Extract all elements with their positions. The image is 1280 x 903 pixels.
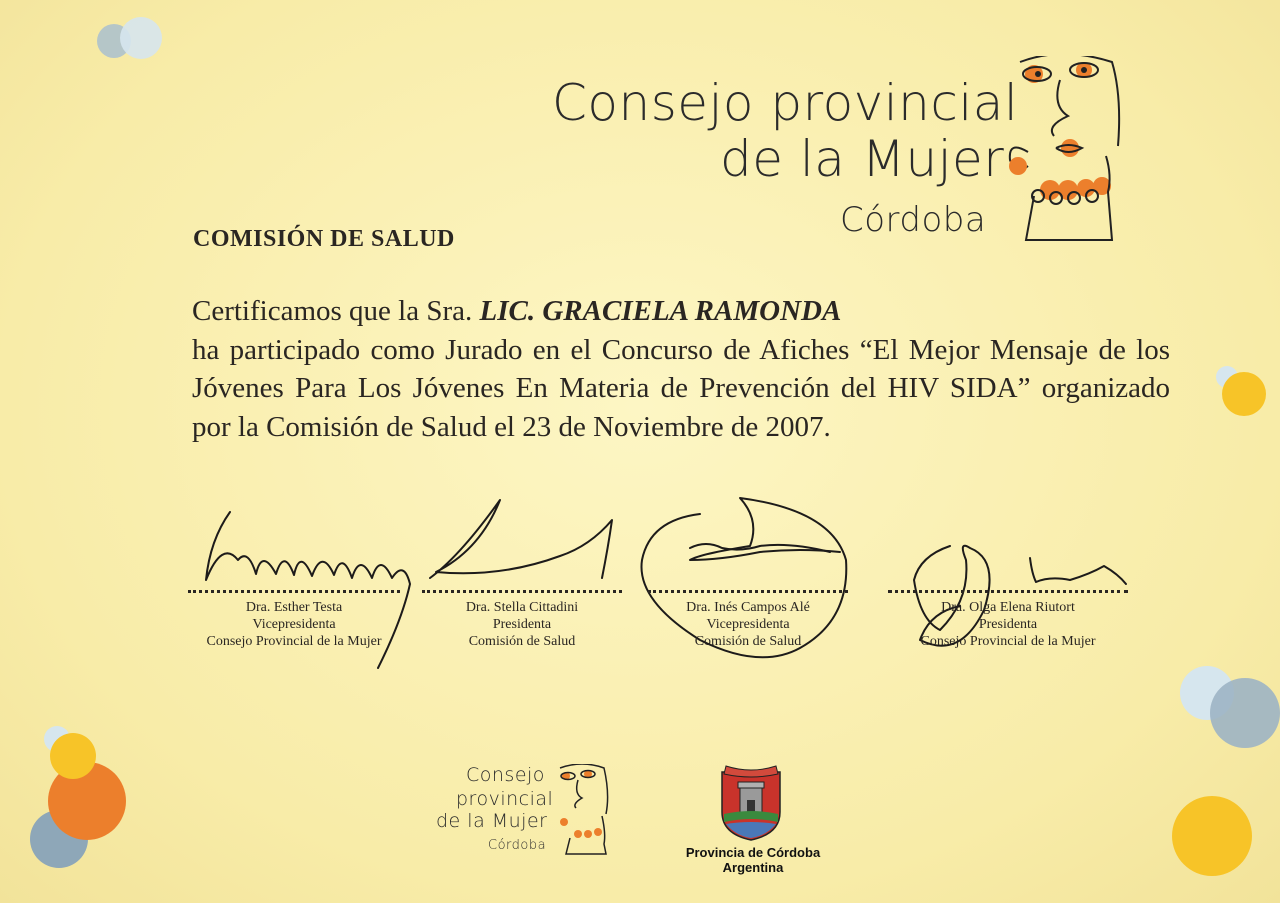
recipient-name: LIC. GRACIELA RAMONDA <box>479 295 842 327</box>
intro-text: Certificamos que la Sra. <box>192 295 473 327</box>
logo-small-line-3: de la Mujer <box>436 810 548 832</box>
logo-line-3: Córdoba <box>840 200 987 240</box>
signer-org: Consejo Provincial de la Mujer <box>206 634 382 649</box>
logo-small-line-2: provincial <box>456 788 554 810</box>
signature-line <box>188 590 400 593</box>
signature-line <box>888 590 1128 593</box>
signer-block <box>422 590 622 650</box>
coat-of-arms-icon <box>716 764 786 842</box>
logo-line-2: de la Mujer <box>720 130 1005 188</box>
signature-line <box>422 590 622 593</box>
signer-block <box>188 590 400 650</box>
signer-name: Dra. Olga Elena Riutort <box>941 600 1075 615</box>
signer-org: Comisión de Salud <box>694 634 802 649</box>
signer-block <box>888 590 1128 650</box>
logo-line-1: Consejo provincial <box>552 74 1019 132</box>
signer-name: Dra. Esther Testa <box>245 600 343 615</box>
body-paragraph: ha participado como Jurado en el Concurso de Afiches “El Mejor Mensaje de los Jóvenes Para Los Jóvenes En Materia de Prevención del HIV SIDA” organizado por la Comisión de Salud el 23 de Noviembre de 2007. <box>192 333 1170 443</box>
woman-face-icon <box>552 764 612 856</box>
province-caption <box>680 845 826 875</box>
signer-role: Presidenta <box>492 617 552 632</box>
signer-org: Consejo Provincial de la Mujer <box>920 634 1096 649</box>
signer-name: Dra. Inés Campos Alé <box>686 600 810 615</box>
committee-heading: COMISIÓN DE SALUD <box>193 226 455 252</box>
signer-role: Presidenta <box>978 617 1038 632</box>
council-logo-small <box>436 764 616 864</box>
signer-block <box>648 590 848 650</box>
signer-role: Vicepresidenta <box>706 617 790 632</box>
logo-small-line-1: Consejo <box>466 764 545 786</box>
signer-role: Vicepresidenta <box>252 617 336 632</box>
logo-small-line-4: Córdoba <box>488 838 547 853</box>
signer-org: Comisión de Salud <box>468 634 576 649</box>
province-line-2: Argentina <box>722 860 784 875</box>
province-line-1: Provincia de Córdoba <box>685 845 821 860</box>
signature-line <box>648 590 848 593</box>
signer-name: Dra. Stella Cittadini <box>465 600 579 615</box>
